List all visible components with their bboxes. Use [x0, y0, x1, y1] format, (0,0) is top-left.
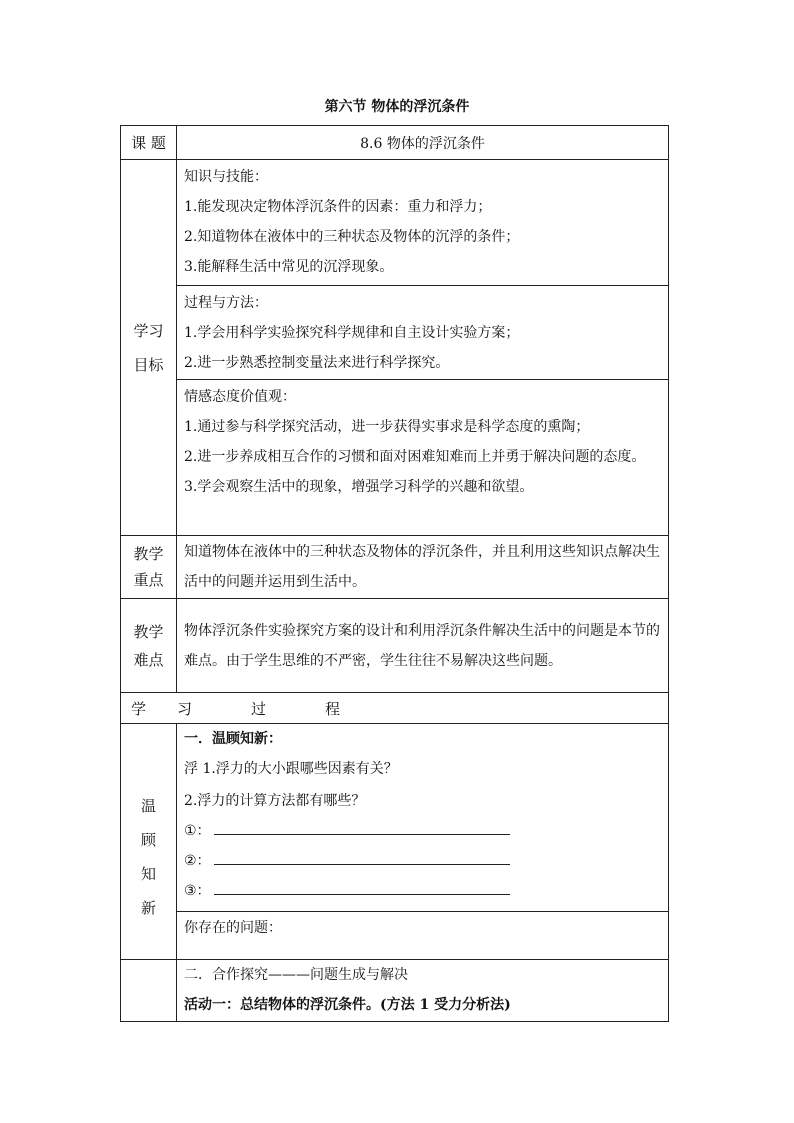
- answer-blank: ②：: [177, 846, 668, 876]
- topic-label: 课 题: [121, 126, 177, 160]
- list-item: 1.学会用科学实验探究科学规律和自主设计实验方案；: [184, 325, 520, 341]
- difficulties-text: 物体浮沉条件实验探究方案的设计和利用浮沉条件解决生活中的问题是本节的难点。由于学生思维的不严密，学生往往不易解决这些问题。: [184, 622, 660, 669]
- list-item: 1.通过参与科学探究活动，进一步获得实事求是科学态度的熏陶；: [184, 419, 590, 435]
- objectives-process-row: [121, 286, 669, 380]
- key-points-row: [121, 536, 669, 599]
- answer-blank: ①：: [177, 816, 668, 846]
- difficulties-row: [121, 599, 669, 693]
- blank-line[interactable]: [214, 863, 510, 865]
- list-item: 3.能解释生活中常见的沉浮现象。: [184, 259, 394, 275]
- inquiry-activity: 活动一：总结物体的浮沉条件。(方法 1 受力分析法): [184, 997, 511, 1013]
- objectives-knowledge-row: [121, 160, 669, 286]
- knowledge-heading: 知识与技能：: [184, 169, 268, 185]
- topic-value: 8.6 物体的浮沉条件: [360, 135, 485, 152]
- review-heading: 一．温顾知新：: [184, 731, 282, 747]
- review-question: 2.浮力的计算方法都有哪些？: [184, 793, 366, 809]
- process-header: 学 习 过 程: [131, 699, 341, 718]
- inquiry-row: [121, 960, 669, 1022]
- list-item: 3.学会观察生活中的现象，增强学习科学的兴趣和欲望。: [184, 479, 534, 495]
- review-row: [121, 724, 669, 912]
- blank-line[interactable]: [214, 893, 510, 895]
- list-item: 2.进一步养成相互合作的习惯和面对困难知难而上并勇于解决问题的态度。: [184, 449, 646, 465]
- process-heading: 过程与方法：: [184, 295, 268, 311]
- process-header-row: [121, 693, 669, 724]
- blank-line[interactable]: [214, 833, 510, 835]
- your-questions-row: [121, 912, 669, 960]
- difficulties-label: 教学 难点: [121, 599, 177, 693]
- review-label: 温 顾 知 新: [121, 724, 177, 960]
- answer-blank: ③：: [177, 876, 668, 906]
- list-item: 1.能发现决定物体浮沉条件的因素：重力和浮力；: [184, 199, 492, 215]
- inquiry-heading: 二．合作探究———问题生成与解决: [184, 967, 408, 983]
- objectives-attitude-row: [121, 380, 669, 536]
- objectives-label: 学习 目标: [121, 160, 177, 536]
- your-questions-label: 你存在的问题：: [184, 920, 282, 936]
- review-question: 浮 1.浮力的大小跟哪些因素有关？: [184, 761, 398, 777]
- attitude-heading: 情感态度价值观：: [184, 389, 296, 405]
- topic-row: [121, 126, 669, 160]
- page-title: 第六节 物体的浮沉条件: [324, 99, 470, 115]
- key-points-text: 知道物体在液体中的三种状态及物体的浮沉条件，并且利用这些知识点解决生活中的问题并运用到生活中。: [184, 544, 660, 590]
- list-item: 2.进一步熟悉控制变量法来进行科学探究。: [184, 355, 450, 371]
- key-points-label: 教学 重点: [121, 536, 177, 599]
- lesson-plan-table: [120, 125, 669, 1022]
- list-item: 2.知道物体在液体中的三种状态及物体的沉浮的条件；: [184, 229, 520, 245]
